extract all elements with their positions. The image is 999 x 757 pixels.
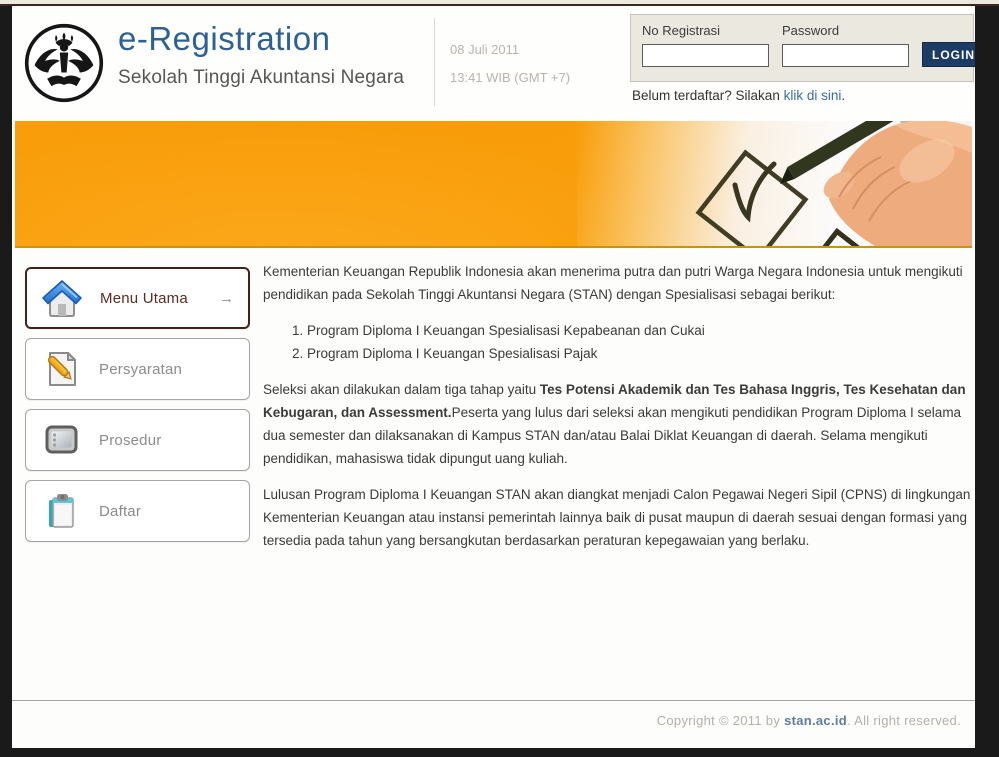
password-label: Password <box>782 23 840 38</box>
banner <box>15 121 972 248</box>
selection-prefix: Seleksi akan dilakukan dalam tiga tahap yaitu <box>263 382 540 397</box>
selection-bold-text: Tes Potensi Akademik dan Tes Bahasa Inggris, Tes Kesehatan dan Kebugaran, dan Assessment. <box>263 382 966 420</box>
footer-divider <box>12 700 975 701</box>
home-icon <box>40 276 84 320</box>
sidebar-item-menu-utama[interactable] <box>25 267 250 329</box>
stan-emblem-icon <box>22 21 106 105</box>
page-title: e-Registration <box>118 20 331 57</box>
footer-copyright <box>657 713 961 728</box>
copyright-prefix: Copyright © 2011 by <box>656 713 785 728</box>
intro-paragraph: Kementerian Keuangan Republik Indonesia akan menerima putra dan putri Warga Negara Indonesia untuk mengikuti pendidikan pada Sekolah Tinggi Akuntansi Negara (STAN) dengan Spesialisasi sebagai berikut: <box>263 264 963 302</box>
list-item: 2. Program Diploma I Keuangan Spesialisasi Pajak <box>307 342 975 365</box>
header <box>12 6 975 121</box>
copyright-suffix: . All right reserved. <box>847 713 961 728</box>
register-prompt: Belum terdaftar? Silakan <box>632 88 780 103</box>
arrow-right-icon: → <box>219 289 234 307</box>
login-button[interactable]: LOGIN <box>922 42 975 67</box>
sidebar-item-label: Menu Utama <box>100 289 188 307</box>
selection-rest: Peserta yang lulus dari seleksi akan mengikuti pendidikan Program Diploma I selama dua semester dan dilaksanakan di Kampus STAN dan/atau Balai Diklat Keuangan di daerah. Selama mengikuti pendidikan, mahasiswa tidak dipungut uang kuliah. <box>263 405 962 466</box>
register-link[interactable]: klik di sini <box>783 88 842 103</box>
page <box>12 6 975 748</box>
stan-site-link[interactable]: stan.ac.id <box>784 713 848 728</box>
selection-paragraph <box>263 378 975 470</box>
register-period: . <box>841 88 846 103</box>
password-input[interactable] <box>782 44 909 67</box>
list-item: 1. Program Diploma I Keuangan Spesialisasi Kepabeanan dan Cukai <box>307 319 975 342</box>
window-icon <box>39 418 83 462</box>
hand-checking-box-illustration <box>577 121 972 246</box>
program-list <box>290 319 975 365</box>
register-line <box>632 88 845 103</box>
banner-checkbox-photo <box>577 121 972 246</box>
main-content <box>263 260 975 565</box>
stan-emblem-logo <box>22 21 106 105</box>
no-registrasi-label: No Registrasi <box>642 23 721 38</box>
sidebar-item-persyaratan[interactable] <box>25 338 250 400</box>
clipboard-icon <box>39 489 83 533</box>
title-block <box>118 20 404 89</box>
header-divider <box>434 18 435 106</box>
sidebar-item-label: Prosedur <box>99 431 162 449</box>
datetime-block <box>450 42 570 85</box>
frame-top-strip <box>0 0 999 6</box>
sidebar-item-label: Daftar <box>99 502 142 520</box>
sidebar-item-label: Persyaratan <box>99 360 183 378</box>
document-pencil-icon <box>39 347 83 391</box>
graduation-paragraph: Lulusan Program Diploma I Keuangan STAN akan diangkat menjadi Calon Pegawai Negeri Sipil (CPNS) di lingkungan Kementerian Keuangan atau instansi pemerintah lainnya baik di pusat maupun di daerah sesuai dengan formasi yang tersedia pada tahun yang bersangkutan berdasarkan peraturan kepegawaian yang berlaku. <box>263 487 971 548</box>
current-date: 08 Juli 2011 <box>450 42 520 57</box>
sidebar-item-prosedur[interactable] <box>25 409 250 471</box>
no-registrasi-input[interactable] <box>642 44 769 67</box>
login-panel <box>630 14 974 82</box>
current-time: 13:41 WIB (GMT +7) <box>450 70 571 85</box>
sidebar-item-daftar[interactable] <box>25 480 250 542</box>
page-subtitle: Sekolah Tinggi Akuntansi Negara <box>118 67 405 88</box>
